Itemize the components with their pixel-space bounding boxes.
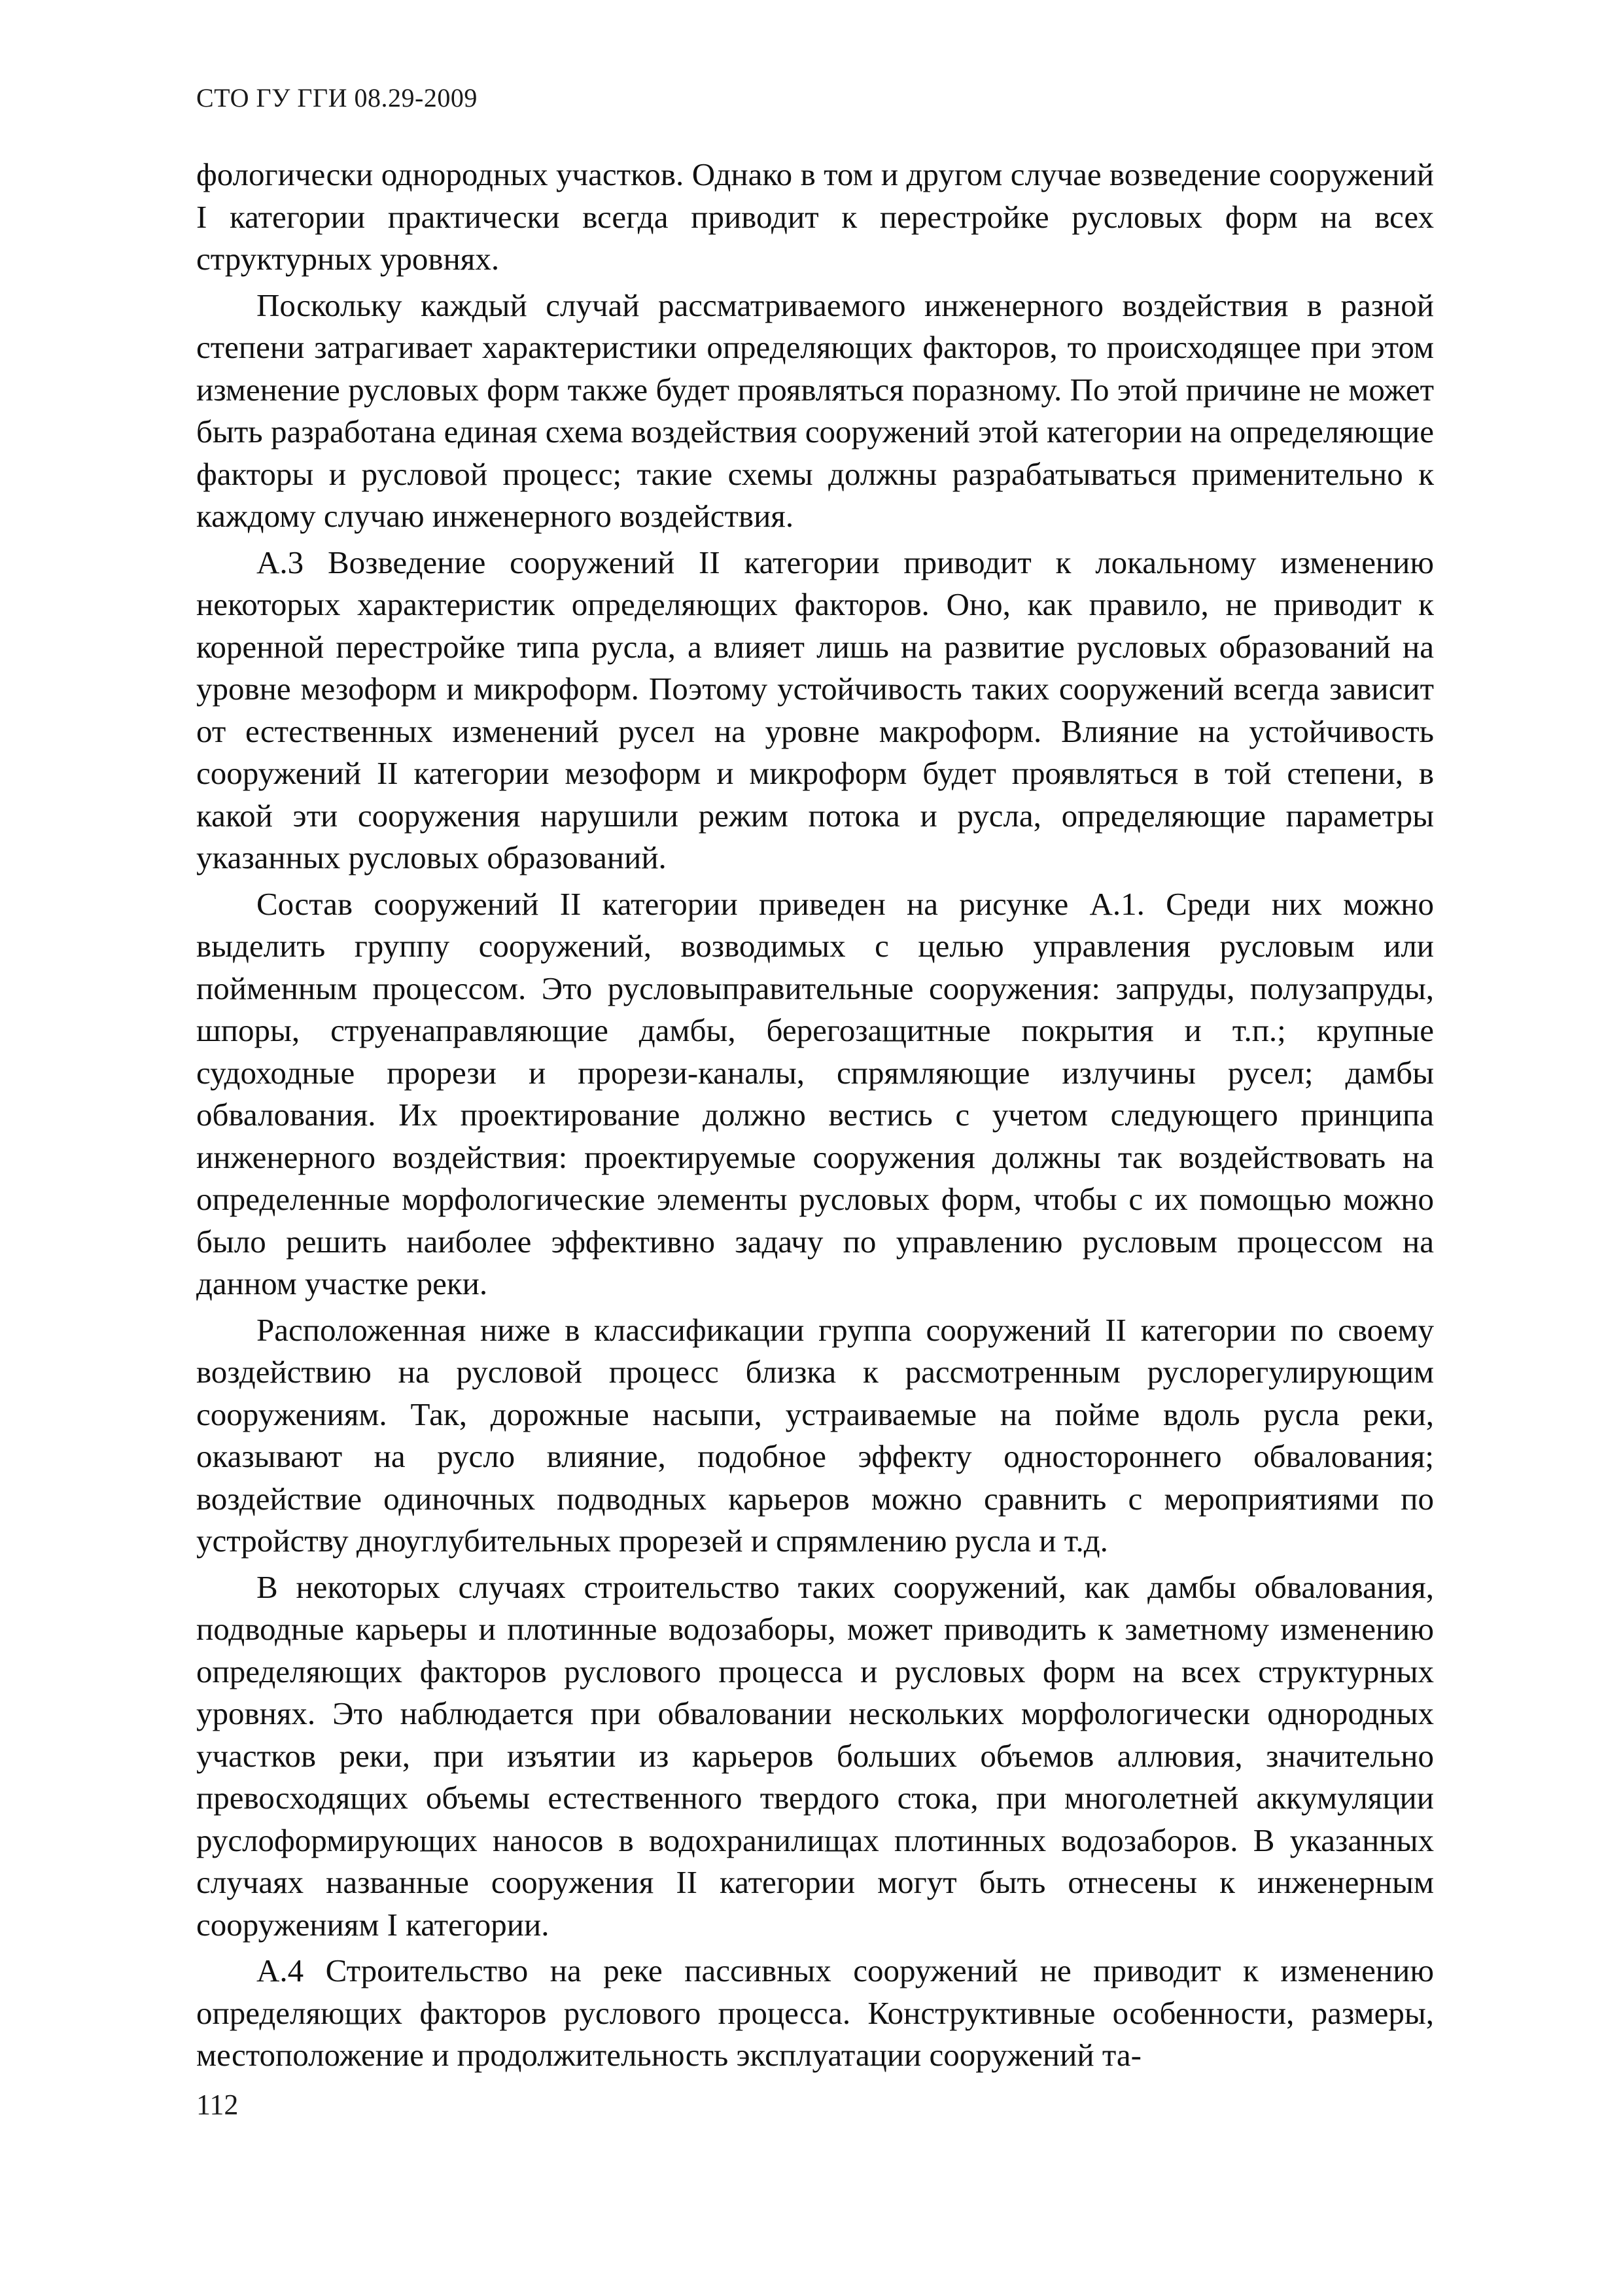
paragraph: Состав сооружений II категории приведен на рисунке А.1. Среди них можно выделить группу сооружений, возводимых с целью управления русловым или пойменным процессом. Это русловыправительные сооружения: запруды, полузапруды, шпоры, струенаправляющие дамбы, берегозащитные покрытия и т.п.; крупные судоходные прорези и прорези-каналы, спрямляющие излучины русел; дамбы обвалования. Их проектирование должно вестись с учетом следующего принципа инженерного воздействия: проектируемые сооружения должны так воздействовать на определенные морфологические элементы русловых форм, чтобы с их помощью можно было решить наиболее эффективно задачу по управлению русловым процессом на данном участке реки.: [196, 885, 1434, 1301]
running-header: СТО ГУ ГГИ 08.29-2009: [196, 83, 478, 113]
body-text: [196, 154, 1434, 2081]
paragraph-a3: А.3 Возведение сооружений II категории приводит к локальному изменению некоторых характеристик определяющих факторов. Оно, как правило, не приводит к коренной перестройке типа русла, а влияет лишь на развитие русловых образований на уровне мезоформ и микроформ. Поэтому устойчивость таких сооружений всегда зависит от естественных изменений русел на уровне макроформ. Влияние на устойчивость сооружений II категории мезоформ и микроформ будет проявляться в той степени, в какой эти сооружения нарушили режим потока и русла, определяющие параметры указанных русловых образований.: [196, 544, 1434, 875]
paragraph: Расположенная ниже в классификации группа сооружений II категории по своему воздействию на русловой процесс близка к рассмотренным руслорегулирующим сооружениям. Так, дорожные насыпи, устраиваемые на пойме вдоль русла реки, оказывают на русло влияние, подобное эффекту одностороннего обвалования; воздействие одиночных подводных карьеров можно сравнить с мероприятиями по устройству дноуглубительных прорезей и спрямлению русла и т.д.: [196, 1311, 1434, 1559]
paragraph-a4: А.4 Строительство на реке пассивных сооружений не приводит к изменению определяющих факторов руслового процесса. Конструктивные особенности, размеры, местоположение и продолжительность эксплуатации сооружений та-: [196, 1952, 1434, 2073]
paragraph-continuation: фологически однородных участков. Однако в том и другом случае возведение сооружений I категории практически всегда приводит к перестройке русловых форм на всех структурных уровнях.: [196, 156, 1434, 277]
paragraph: В некоторых случаях строительство таких сооружений, как дамбы обвалования, подводные карьеры и плотинные водозаборы, может приводить к заметному изменению определяющих факторов руслового процесса и русловых форм на всех структурных уровнях. Это наблюдается при обваловании нескольких морфологически однородных участков реки, при изъятии из карьеров больших объемов аллювия, значительно превосходящих объемы естественного твердого стока, при многолетней аккумуляции руслоформирующих наносов в водохранилищах плотинных водозаборов. В указанных случаях названные сооружения II категории могут быть отнесены к инженерным сооружениям I категории.: [196, 1568, 1434, 1943]
page-number: 112: [196, 2089, 239, 2121]
paragraph: Поскольку каждый случай рассматриваемого инженерного воздействия в разной степени затрагивает характеристики определяющих факторов, то происходящее при этом изменение русловых форм также будет проявляться поразному. По этой причине не может быть разработана единая схема воздействия сооружений этой категории на определяющие факторы и русловой процесс; такие схемы должны разрабатываться применительно к каждому случаю инженерного воздействия.: [196, 287, 1434, 534]
